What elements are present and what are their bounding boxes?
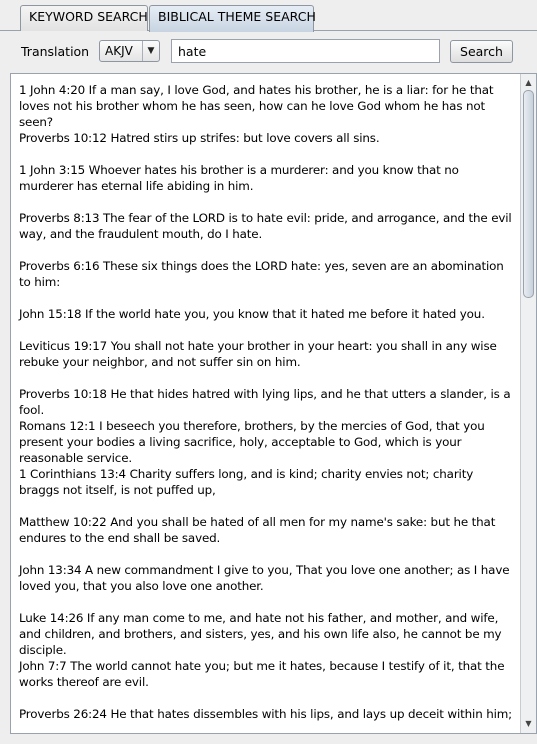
verse-item[interactable] xyxy=(19,82,516,130)
verse-text: I beseech you therefore, brothers, by the mercies of God, that you present your bodies a living sacrifice, holy, acceptable to God, which is your reasonable service. xyxy=(19,419,485,465)
verse-reference: Luke 14:26 xyxy=(19,611,84,625)
verse-reference: 1 John 3:15 xyxy=(19,163,86,177)
scrollbar-thumb[interactable] xyxy=(523,90,534,298)
vertical-scrollbar[interactable] xyxy=(520,74,536,733)
verse-text: You shall not hate your brother in your heart: you shall in any wise rebuke your neighbor, and not suffer sin on him. xyxy=(19,339,497,369)
verse-item[interactable] xyxy=(19,418,516,466)
arrow-up-icon[interactable]: ▲ xyxy=(525,78,532,87)
verse-text: Whoever hates his brother is a murderer: and you know that no murderer has eternal life abiding in him. xyxy=(19,163,459,193)
verse-item[interactable] xyxy=(19,338,516,370)
verse-reference: 1 Corinthians 13:4 xyxy=(19,467,126,481)
verse-text: The world cannot hate you; but me it hates, because I testify of it, that the works thereof are evil. xyxy=(19,659,505,689)
search-button[interactable]: Search xyxy=(450,40,513,63)
verse-reference: Leviticus 19:17 xyxy=(19,339,108,353)
verse-item[interactable] xyxy=(19,514,516,546)
verse-text: He that hides hatred with lying lips, and he that utters a slander, is a fool. xyxy=(19,387,511,417)
verse-item[interactable] xyxy=(19,610,516,658)
verse-reference: Proverbs 6:16 xyxy=(19,259,100,273)
results-panel xyxy=(10,73,537,734)
verse-item[interactable] xyxy=(19,130,516,146)
verse-text: And you shall be hated of all men for my name's sake: but he that endures to the end shall be saved. xyxy=(19,515,496,545)
tab-bar xyxy=(0,0,537,31)
translation-value: AKJV xyxy=(105,44,133,58)
verse-text: If a man say, I love God, and hates his brother, he is a liar: for he that loves not his brother whom he has seen, how can he love God whom he has not seen? xyxy=(19,83,494,129)
verse-text: The fear of the LORD is to hate evil: pride, and arrogance, and the evil way, and the fraudulent mouth, do I hate. xyxy=(19,211,512,241)
verse-item[interactable] xyxy=(19,162,516,194)
verse-text: If the world hate you, you know that it hated me before it hated you. xyxy=(85,307,485,321)
translation-select[interactable] xyxy=(99,40,160,62)
verse-item[interactable] xyxy=(19,386,516,418)
verse-text: Charity suffers long, and is kind; charity envies not; charity braggs not itself, is not puffed up, xyxy=(19,467,474,497)
verse-reference: Proverbs 10:18 xyxy=(19,387,107,401)
verse-item[interactable] xyxy=(19,658,516,690)
verse-reference: 1 John 4:20 xyxy=(19,83,86,97)
search-toolbar xyxy=(0,31,537,71)
chevron-down-icon[interactable]: ▼ xyxy=(142,41,159,61)
verse-reference: Proverbs 10:12 xyxy=(19,131,107,145)
verse-reference: Matthew 10:22 xyxy=(19,515,107,529)
verse-text: He that hates dissembles with his lips, and lays up deceit within him; xyxy=(110,707,513,721)
verse-item[interactable] xyxy=(19,562,516,594)
verse-text: Hatred stirs up strifes: but love covers all sins. xyxy=(110,131,380,145)
verse-item[interactable] xyxy=(19,306,516,322)
verse-reference: John 7:7 xyxy=(19,659,67,673)
verse-reference: John 13:34 xyxy=(19,563,82,577)
verse-item[interactable] xyxy=(19,258,516,290)
translation-label: Translation xyxy=(21,44,90,59)
verse-item[interactable] xyxy=(19,210,516,242)
verse-list[interactable] xyxy=(11,74,520,733)
verse-reference: Proverbs 26:24 xyxy=(19,707,107,721)
arrow-down-icon[interactable]: ▼ xyxy=(525,719,532,728)
search-input[interactable] xyxy=(171,39,440,63)
verse-item[interactable] xyxy=(19,466,516,498)
tab-keyword-search[interactable]: KEYWORD SEARCH xyxy=(20,5,148,31)
verse-item[interactable] xyxy=(19,706,516,722)
verse-text: A new commandment I give to you, That you love one another; as I have loved you, that you also love one another. xyxy=(19,563,510,593)
verse-text: These six things does the LORD hate: yes, seven are an abomination to him: xyxy=(19,259,504,289)
verse-reference: Romans 12:1 xyxy=(19,419,96,433)
verse-reference: Proverbs 8:13 xyxy=(19,211,100,225)
verse-reference: John 15:18 xyxy=(19,307,82,321)
verse-text: If any man come to me, and hate not his father, and mother, and wife, and children, and brothers, and sisters, yes, and his own life also, he cannot be my disciple. xyxy=(19,611,502,657)
tab-biblical-theme-search[interactable]: BIBLICAL THEME SEARCH xyxy=(149,5,314,32)
